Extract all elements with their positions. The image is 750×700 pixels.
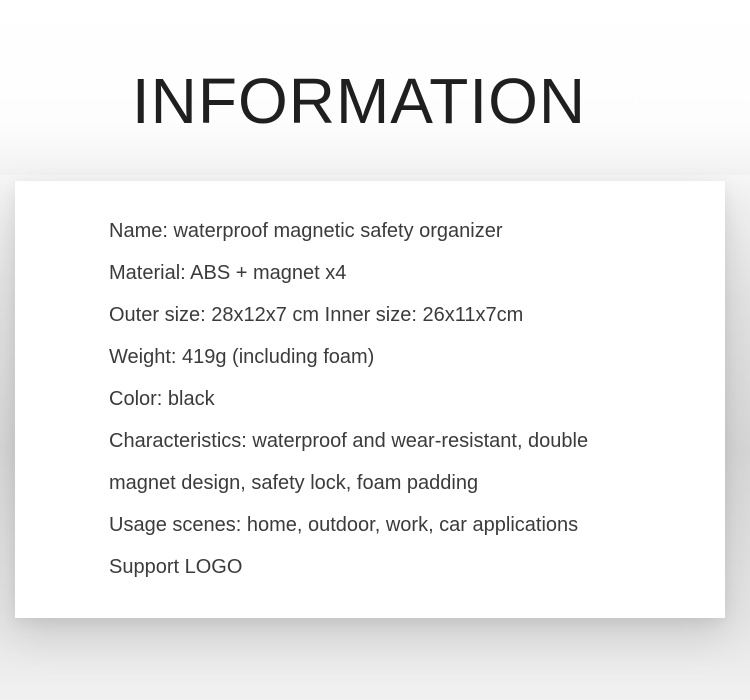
- spec-line-weight: Weight: 419g (including foam): [109, 346, 375, 368]
- spec-line-logo: Support LOGO: [109, 556, 243, 578]
- spec-line-usage: Usage scenes: home, outdoor, work, car applications: [109, 514, 579, 536]
- spec-line-size: Outer size: 28x12x7 cm Inner size: 26x11x7cm: [109, 304, 524, 326]
- spec-line-name: Name: waterproof magnetic safety organizer: [109, 220, 503, 242]
- page-title: INFORMATION: [131, 65, 587, 137]
- spec-line-characteristics: Characteristics: waterproof and wear-resistant, double: [109, 430, 589, 452]
- spec-line-material: Material: ABS + magnet x4: [109, 262, 347, 284]
- spec-line-characteristics-continued: magnet design, safety lock, foam padding: [109, 472, 479, 494]
- spec-list: [109, 210, 669, 588]
- information-card: [15, 181, 725, 618]
- spec-line-color: Color: black: [109, 388, 215, 410]
